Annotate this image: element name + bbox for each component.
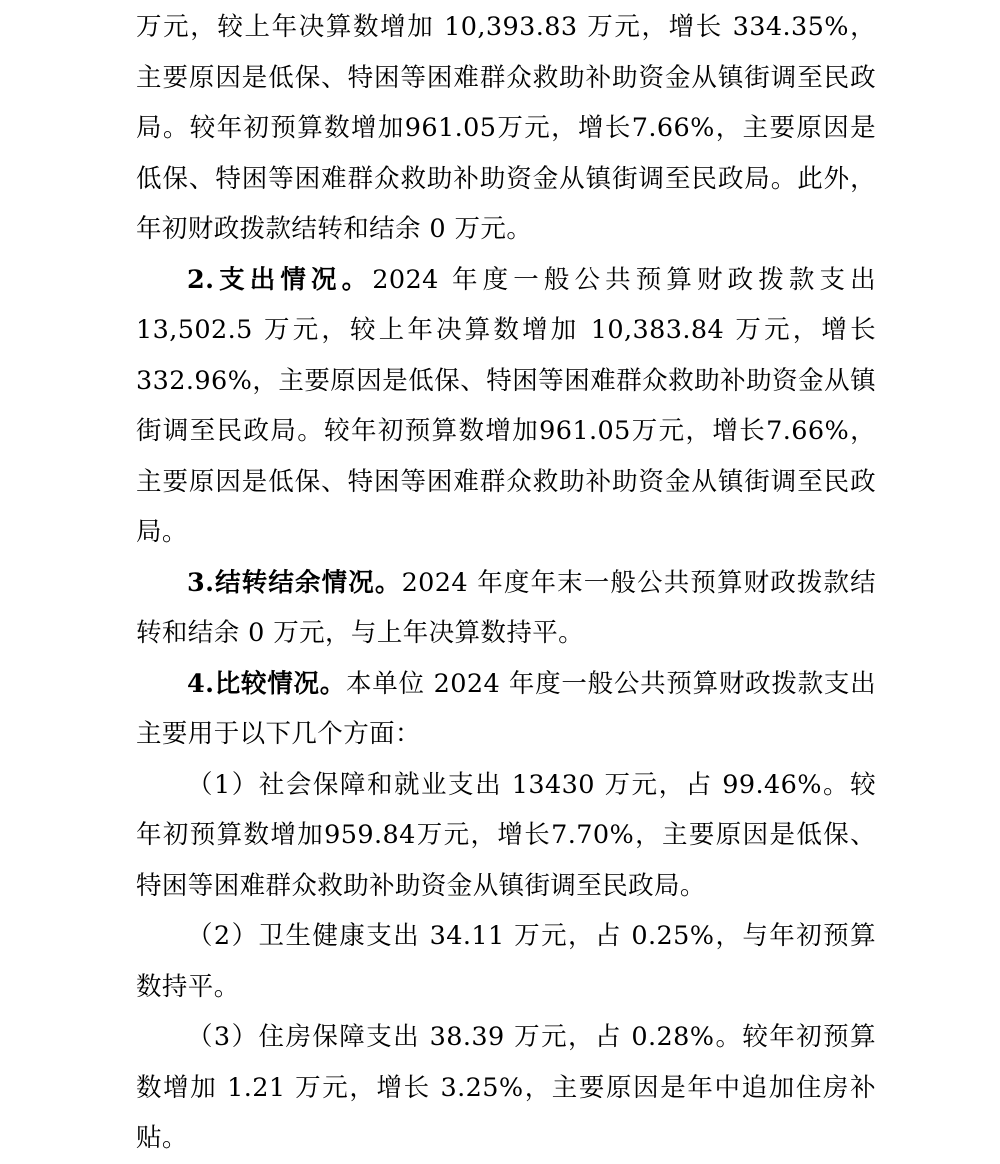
paragraph-carryover (136, 558, 876, 659)
paragraph-expenditure (136, 255, 876, 558)
document-page (136, 0, 876, 1164)
paragraph-text: 2024 年度一般公共预算财政拨款支出 13,502.5 万元，较上年决算数增加 10,383.84 万元，增长 332.96%，主要原因是低保、特困等困难群众救助补助资金从镇街调至民政局。较年初预算数增加961.05万元，增长7.66%，主要原因是低保、特困等困难群众救助补助资金从镇街调至民政局。 (136, 264, 876, 547)
paragraph-text: 万元，较上年决算数增加 10,393.83 万元，增长 334.35%，主要原因是低保、特困等困难群众救助补助资金从镇街调至民政局。较年初预算数增加961.05万元，增长7.66%，主要原因是低保、特困等困难群众救助补助资金从镇街调至民政局。此外，年初财政拨款结转和结余 0 万元。 (136, 12, 876, 244)
list-item-social-security (136, 760, 876, 912)
paragraph-income-continued (136, 2, 876, 255)
paragraph-text: 本单位 2024 年度一般公共预算财政拨款支出主要用于以下几个方面： (136, 668, 877, 749)
paragraph-text: （3）住房保障支出 38.39 万元，占 0.28%。较年初预算数增加 1.21 万元，增长 3.25%，主要原因是年中追加住房补贴。 (136, 1022, 876, 1153)
paragraph-text: （2）卫生健康支出 34.11 万元，占 0.25%，与年初预算数持平。 (136, 921, 876, 1002)
list-item-health (136, 911, 876, 1012)
paragraph-text: （1）社会保障和就业支出 13430 万元，占 99.46%。较年初预算数增加959.84万元，增长7.70%，主要原因是低保、特困等困难群众救助补助资金从镇街调至民政局。 (136, 769, 876, 901)
section-heading-expenditure: 2.支出情况。 (187, 264, 373, 295)
paragraph-text: 2024 年度年末一般公共预算财政拨款结转和结余 0 万元，与上年决算数持平。 (136, 567, 876, 648)
paragraph-comparison (136, 659, 876, 760)
list-item-housing (136, 1012, 876, 1164)
section-heading-comparison: 4.比较情况。 (187, 668, 346, 699)
section-heading-carryover: 3.结转结余情况。 (187, 567, 402, 598)
